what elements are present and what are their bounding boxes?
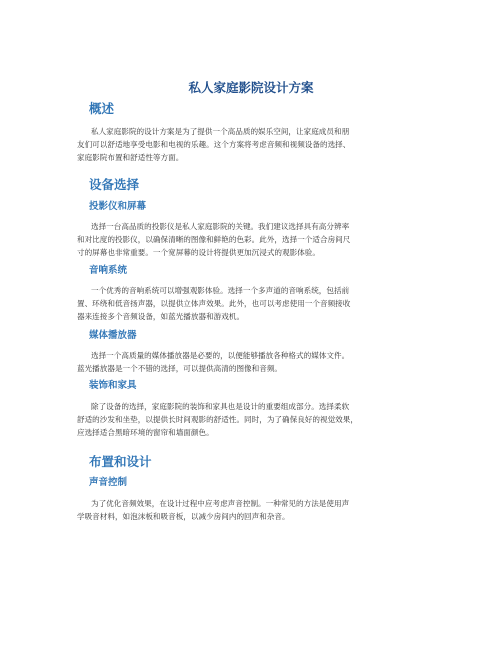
paragraph-line: 友们可以舒适地享受电影和电视的乐趣。这个方案将考虑音频和视频设备的选择、 [77,140,351,149]
paragraph-line: 私人家庭影院的设计方案是为了提供一个高品质的娱乐空间，让家庭成员和朋 [91,127,350,136]
section-heading-layout: 布置和设计 [89,454,152,469]
audio-paragraph [77,284,429,323]
paragraph-line: 选择一台高品质的投影仪是私人家庭影院的关键。我们建议选择具有高分辨率 [91,222,350,231]
paragraph-line: 选择一个高质量的媒体播放器是必要的，以便能够播放各种格式的媒体文件。 [91,351,350,360]
sound-control-paragraph [77,497,429,523]
paragraph-line: 一个优秀的音响系统可以增强观影体验。选择一个多声道的音响系统，包括前 [91,286,350,295]
decor-paragraph [77,400,429,439]
paragraph-line: 家庭影院布置和舒适性等方面。 [77,153,184,162]
paragraph-line: 置、环绕和低音扬声器，以提供立体声效果。此外，也可以考虑使用一个音频接收 [77,299,351,308]
paragraph-line: 应选择适合黑暗环境的窗帘和墙面颜色。 [77,428,214,437]
overview-paragraph [77,125,429,164]
section-heading-equipment: 设备选择 [89,177,140,192]
subsection-heading-sound-control: 声音控制 [89,477,128,488]
paragraph-line: 和对比度的投影仪，以确保清晰的图像和鲜艳的色彩。此外，选择一个适合房间尺 [77,235,351,244]
subsection-heading-audio: 音响系统 [89,265,128,276]
paragraph-line: 为了优化音频效果，在设计过程中应考虑声音控制。一种常见的方法是使用声 [91,499,350,508]
document-title: 私人家庭影院设计方案 [188,80,314,95]
subsection-heading-decor: 装饰和家具 [89,380,137,391]
paragraph-line: 寸的屏幕也非常重要。一个宽屏幕的设计将提供更加沉浸式的观影体验。 [77,248,320,257]
subsection-heading-projector: 投影仪和屏幕 [89,201,147,212]
paragraph-line: 器来连接多个音频设备，如蓝光播放器和游戏机。 [77,312,245,321]
section-heading-overview: 概述 [89,101,115,116]
media-player-paragraph [77,349,429,375]
paragraph-line: 学吸音材料，如泡沫板和吸音板，以减少房间内的回声和杂音。 [77,512,290,521]
paragraph-line: 蓝光播放器是一个不错的选择，可以提供高清的图像和音频。 [77,364,283,373]
projector-paragraph [77,220,429,259]
subsection-heading-media-player: 媒体播放器 [89,330,137,341]
paragraph-line: 除了设备的选择，家庭影院的装饰和家具也是设计的重要组成部分。选择柔软 [91,402,350,411]
paragraph-line: 舒适的沙发和坐垫，以提供长时间观影的舒适性。同时，为了确保良好的视觉效果， [77,415,358,424]
